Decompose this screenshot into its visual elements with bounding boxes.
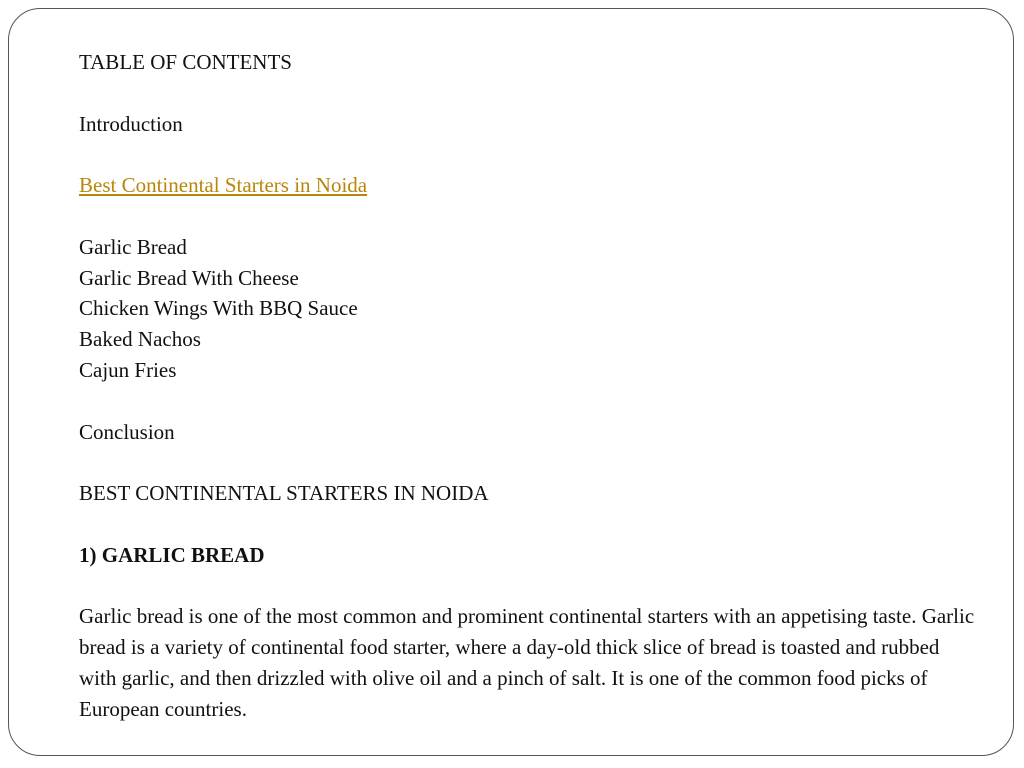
toc-item-garlic-bread: Garlic Bread: [79, 234, 187, 259]
toc-section-link[interactable]: Best Continental Starters in Noida: [79, 173, 368, 198]
slide-content: [79, 47, 979, 725]
section-heading: BEST CONTINENTAL STARTERS IN NOIDA: [79, 481, 489, 506]
toc-item-garlic-bread-cheese: Garlic Bread With Cheese: [79, 265, 299, 290]
garlic-bread-paragraph: Garlic bread is one of the most common and prominent continental starters with an appetising taste. Garlic bread is a variety of continental food starter, where a day-old thick slice of bread is toasted and rubbed with garlic, and then drizzled with olive oil and a pinch of salt. It is one of the common food picks of European countries.: [79, 604, 975, 721]
toc-conclusion: Conclusion: [79, 419, 175, 444]
toc-heading: TABLE OF CONTENTS: [79, 50, 292, 74]
toc-item-chicken-wings: Chicken Wings With BBQ Sauce: [79, 296, 358, 321]
toc-item-baked-nachos: Baked Nachos: [79, 327, 201, 352]
garlic-bread-subheading: 1) GARLIC BREAD: [79, 542, 265, 567]
toc-item-cajun-fries: Cajun Fries: [79, 357, 177, 382]
slide-frame: [8, 8, 1014, 756]
toc-introduction: Introduction: [79, 111, 183, 136]
